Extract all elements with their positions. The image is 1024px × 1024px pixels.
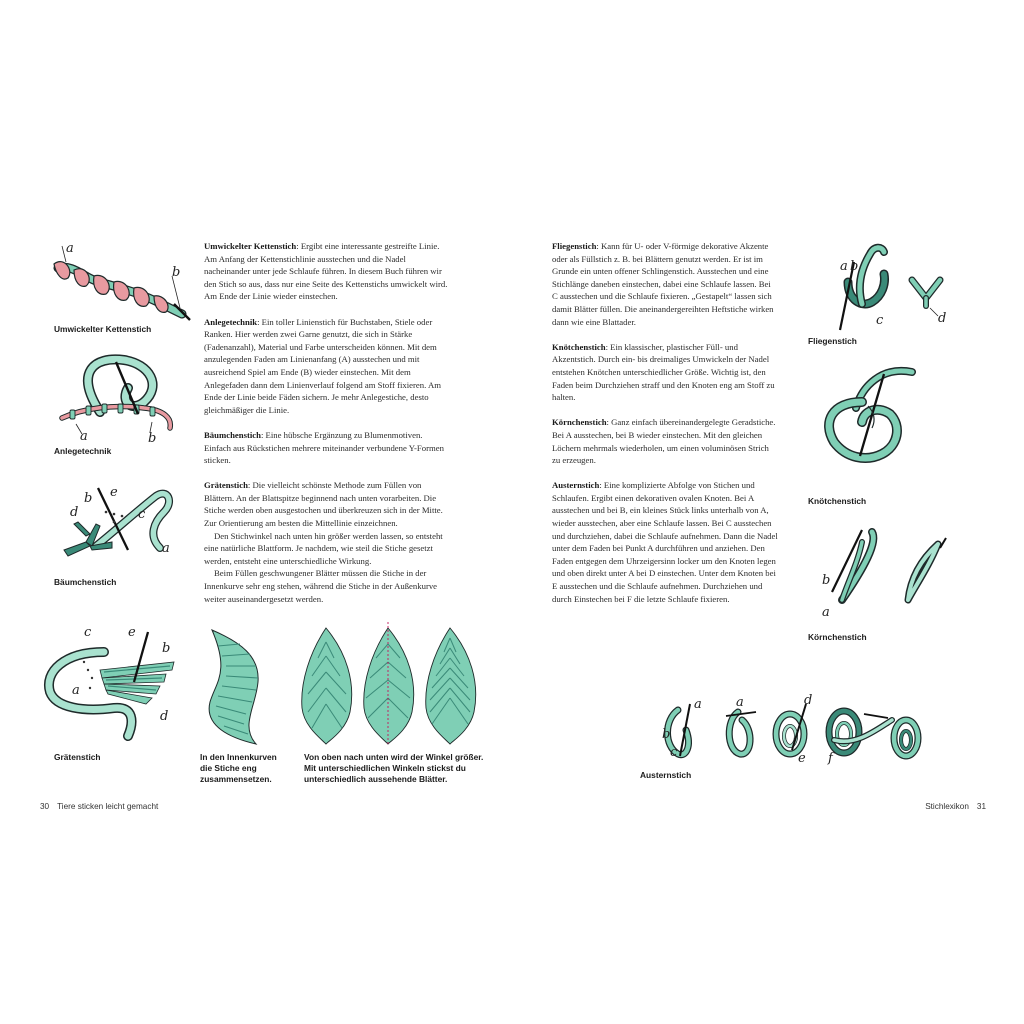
fishbone-svg [44,622,184,747]
caption-inner-curves: In den Innenkurven die Stiche eng zusammensetzen. [200,752,277,784]
illustration-fishbone-stitch [44,622,184,747]
heading-fishbone: Grätenstich [204,480,248,491]
section-french-knot [552,341,778,404]
illustration-wrapped-chain-stitch [44,238,194,323]
oyster-step-4 [827,711,892,766]
section-seed-stitch [552,416,778,466]
section-fishbone [204,479,450,529]
caption-oyster-stitch: Austernstich [640,770,692,780]
caption-fly-stitch: Fliegenstich [808,336,857,346]
label-a: a [162,541,170,556]
leaf-1 [302,628,352,744]
label-b: b [84,491,93,506]
heading-tree-stitch: Bäumchenstich [204,429,261,440]
body-wrapped-chain: : Ergibt eine interessante gestreifte Linie. Am Anfang der Kettenstichlinie ausstechen und die Nadel nacheinander unter jede Schlaufe führen. In diesem Buch führen wir den Stich so aus, dass nur eine Seite des Kettenstichs umwickelt wird. Am Ende der Linie wieder einstechen. [204,241,448,302]
curved-leaf-svg [200,626,280,746]
oyster-step-1 [662,697,702,760]
caption-tree-stitch: Bäumchenstich [54,577,117,587]
illustration-seed-stitch [818,522,958,622]
fly-stitch-svg [834,238,964,328]
caption-seed-stitch: Körnchenstich [808,632,867,642]
label-c: c [876,313,884,328]
label-d: d [938,311,947,326]
leaf-3 [426,628,476,744]
illustration-three-leaves [300,622,480,747]
label-e: e [128,625,136,640]
section-couching [204,316,450,417]
illustration-curved-leaf [200,626,280,746]
body-seed-stitch: : Ganz einfach übereinandergelegte Geradstiche. Bei A ausstechen, bei B wieder einstechen. Mit den gleichen Löchern mehrmals wiederholen, um einen voluminösen Strich zu erzeugen. [552,417,776,466]
caption-french-knot: Knötchenstich [808,496,867,506]
seed-stitch-svg [818,522,958,622]
caption-couching: Anlegetechnik [54,446,112,456]
heading-fly-stitch: Fliegenstich [552,241,597,251]
label-b: b [662,727,671,742]
illustration-oyster-stitch [656,690,926,770]
footer-right [925,802,986,811]
heading-seed-stitch: Körnchenstich [552,417,607,428]
left-text-column [204,240,450,618]
illustration-french-knot [822,362,922,472]
label-b: b [162,641,171,656]
label-a: a [840,259,848,274]
oyster-step-5 [894,720,918,756]
body-french-knot: : Ein klassischer, plastischer Füll- und Akzentstich. Durch ein- bis dreimaliges Umwickeln der Nadel entstehen Knötchen unterschiedlicher Größe. Wichtig ist, den Faden beim Durchziehen straff und den Knoten eng am Stoff zu halten. [552,341,775,403]
section-oyster-stitch [552,479,778,605]
oyster-step-2 [726,695,756,754]
footer-left [40,802,166,811]
right-text-column [552,240,778,618]
wrapped-chain-svg [44,238,194,323]
heading-french-knot: Knötchenstich [552,341,606,352]
oyster-stitch-svg [656,690,926,770]
chapter-title: Stichlexikon [925,802,969,811]
label-d: d [804,693,813,708]
label-b: b [822,573,831,588]
section-fly-stitch [552,240,778,328]
label-a: a [66,241,74,256]
section-fishbone-p3 [204,567,450,605]
label-d: d [160,709,169,724]
illustration-fly-stitch [834,238,964,328]
leaf-2 [364,622,414,746]
caption-wrapped-chain: Umwickelter Kettenstich [54,324,152,334]
label-a: a [822,605,830,620]
caption-angle: Von oben nach unten wird der Winkel größer. Mit unterschiedlichen Winkeln stickst du unterschiedlich aussehende Blätter. [304,752,484,784]
body-fishbone: : Die vielleicht schönste Methode zum Füllen von Blättern. An der Blattspitze beginnend nach unten vorarbeiten. Die Stiche werden oben ausgestochen und überkreuzen sich in der Mitte. Zur Orientierung am besten die Mittellinie einzeichnen. [204,480,443,529]
heading-couching: Anlegetechnik [204,316,258,327]
label-c: c [138,507,146,522]
couching-svg [54,352,184,446]
caption-fishbone: Grätenstich [54,752,101,762]
book-title: Tiere sticken leicht gemacht [57,802,159,811]
body-fishbone-p2: Den Stichwinkel nach unten hin größer werden lassen, so entsteht eine natürliche Blattform. Je nachdem, wie steil die Stiche gesetzt werden, entsteht eine unterschiedliche Wirkung. [204,530,443,566]
label-d: d [70,505,79,520]
label-e: e [798,751,806,766]
oyster-step-3 [776,693,812,766]
section-wrapped-chain [204,240,450,303]
body-fly-stitch: : Kann für U- oder V-förmige dekorative Akzente oder als Füllstich z. B. bei Blättern genutzt werden. Er ist im Grunde ein unten offener Schlingenstich. Ausstechen und eine Stichlänge daneben einstechen, dabei eine Schlaufe lassen. Bei C ausstechen und die Schlaufe fixieren. „Gestapelt“ lassen sich damit Blätter füllen. Die aneinandergereihten Heftstiche wirken dann wie eine Blattader. [552,241,774,327]
body-oyster-stitch: : Eine komplizierte Abfolge von Stichen und Schlaufen. Ergibt einen dekorativen ovalen Knoten. Bei A ausstechen und bei B, ein kleines Stück links unterhalb von A, wieder ausstechen, aber eine Schlaufe lassen. Bei C ausstechen und durchziehen, dabei die Schlaufe aufnehmen. Dann die Nadel unter dem Faden bei Punkt A durchführen und anziehen. Den Faden entgegen dem Uhrzeigersinn locker um den Knoten legen und oben direkt unter A bei D einstechen. Unter dem Knoten bei E ausstechen und die Schlaufe aufnehmen. Durchziehen und durch Einstechen bei F die letzte Schlaufe fixieren. [552,480,778,604]
label-b: b [850,259,859,274]
tree-stitch-svg [56,476,186,566]
section-tree-stitch [204,429,450,467]
label-a: a [694,697,702,712]
body-couching: : Ein toller Linienstich für Buchstaben, Stiele oder Ranken. Hier werden zwei Garne genutzt, die sich in Stärke (Fadenanzahl), Material und Farbe unterscheiden können. Mit dem anzulegenden Faden am Linienanfang (A) ausstechen und mit ausreichend Spiel am Ende (B) wieder einstechen. Mit dem Anlegefaden dann dem Linienverlauf folgend am Stoff fixieren. Am Ende der Linie beide Fäden sichern. Je mehr Anlegestiche, desto gleichmäßiger die Linie. [204,316,441,415]
label-f: f [828,751,833,766]
section-fishbone-p2 [204,530,450,568]
label-b: b [148,431,157,446]
body-fishbone-p3: Beim Füllen geschwungener Blätter müssen die Stiche in der Innenkurve sehr eng stehen, während die Stiche in der Außenkurve weiter auseinandergesetzt werden. [204,568,438,604]
label-b: b [172,265,181,280]
label-a: a [80,429,88,444]
label-c: c [670,745,678,760]
three-leaves-svg [300,622,480,747]
heading-oyster-stitch: Austernstich [552,480,600,491]
heading-wrapped-chain: Umwickelter Kettenstich [204,241,297,251]
body-tree-stitch: : Eine hübsche Ergänzung zu Blumenmotiven. Einfach aus Rückstichen mehrere miteinander verbundene Y-Formen sticken. [204,429,444,466]
illustration-couching [54,352,184,446]
page-number-right: 31 [976,802,986,811]
label-a: a [736,695,744,710]
label-e: e [110,485,118,500]
french-knot-svg [822,362,922,472]
label-a: a [72,683,80,698]
illustration-tree-stitch [56,476,186,566]
page-number-left: 30 [40,802,50,811]
label-c: c [84,625,92,640]
